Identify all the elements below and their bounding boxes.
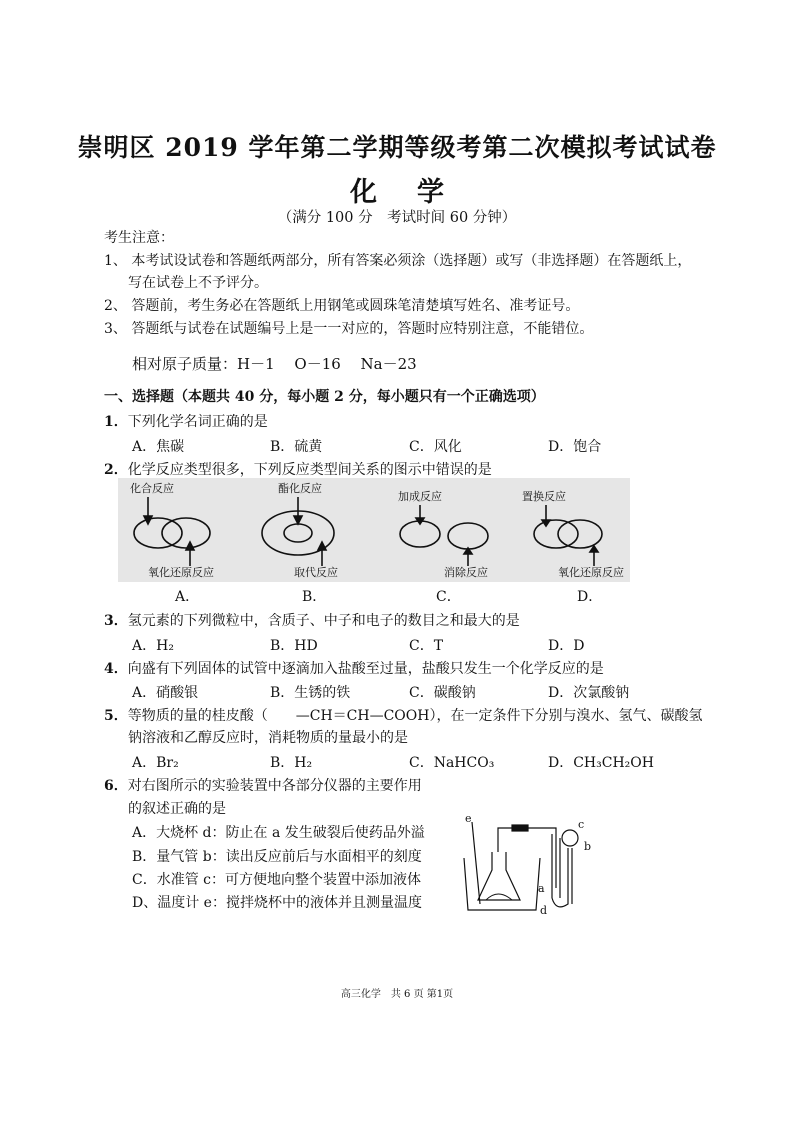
- q6-option-c: C．水准管 c：可方便地向整个装置中添加液体: [132, 872, 422, 888]
- arrow-icon: [416, 518, 424, 524]
- diagram-d: [522, 489, 624, 579]
- diagram-a-circle-right: [162, 518, 210, 548]
- label-d: d: [540, 904, 548, 917]
- q2-option-a: A．: [175, 589, 200, 605]
- diagram-b-top-label: 酯化反应: [278, 482, 322, 495]
- diagram-b-bottom-label: 取代反应: [294, 566, 338, 579]
- beaker-d: [464, 858, 540, 910]
- label-c: c: [578, 818, 585, 831]
- diagram-c-circle-right: [448, 523, 488, 549]
- apparatus-diagram: [458, 808, 598, 920]
- diagram-a-circle-left: [134, 518, 182, 548]
- exam-title: 崇明区 2019 学年第二学期等级考第二次模拟考试试卷: [77, 133, 717, 162]
- q5-option-c: C．NaHCO₃: [409, 755, 495, 771]
- diagram-b-circle-inner: [284, 524, 312, 542]
- q4-option-d: D．次氯酸钠: [548, 685, 630, 701]
- q6-option-d: D、温度计 e：搅拌烧杯中的液体并且测量温度: [132, 895, 422, 911]
- q3-option-d: D．D: [548, 638, 585, 654]
- label-e: e: [465, 812, 472, 825]
- q1-option-b: B．硫黄: [270, 439, 323, 455]
- question-number: 6．: [104, 778, 128, 794]
- q1-option-c: C．风化: [409, 439, 462, 455]
- arrow-icon: [318, 542, 326, 550]
- label-a: a: [538, 882, 545, 895]
- question-6: [104, 775, 422, 795]
- reaction-type-diagrams: [118, 478, 630, 582]
- arrow-icon: [186, 542, 194, 550]
- q4-option-b: B．生锈的铁: [270, 685, 351, 701]
- notice-item-1-cont: 写在试卷上不予评分。: [128, 275, 268, 291]
- diagram-d-circle-right: [558, 520, 602, 548]
- diagram-a-top-label: 化合反应: [130, 482, 174, 495]
- question-3: [104, 610, 520, 630]
- diagram-a: [130, 481, 214, 579]
- question-text: 氢元素的下列微粒中，含质子、中子和电子的数目之和最大的是: [127, 613, 520, 629]
- question-number: 4．: [104, 661, 128, 677]
- thermometer-e: [472, 822, 480, 904]
- question-number: 2．: [104, 462, 128, 478]
- question-text: 对右图所示的实验装置中各部分仪器的主要作用: [127, 778, 422, 794]
- diagram-c: [398, 489, 488, 579]
- leveling-bulb-c: [562, 830, 578, 846]
- q6-option-b: B．量气管 b：读出反应前后与水面相平的刻度: [132, 849, 422, 865]
- question-text: 化学反应类型很多，下列反应类型间关系的图示中错误的是: [127, 462, 492, 478]
- q4-option-c: C．碳酸钠: [409, 685, 476, 701]
- question-6-cont: 的叙述正确的是: [128, 801, 226, 817]
- arrow-icon: [542, 520, 550, 526]
- notice-item-2: 2、 答题前，考生务必在答题纸上用钢笔或圆珠笔清楚填写姓名、准考证号。: [104, 298, 580, 314]
- q6-option-a: A．大烧杯 d：防止在 a 发生破裂后使药品外溢: [132, 825, 425, 841]
- subject-title: 化学: [350, 177, 484, 208]
- exam-meta: （满分 100 分 考试时间 60 分钟）: [277, 210, 517, 226]
- q2-option-d: D．: [577, 589, 603, 605]
- question-4: [104, 658, 604, 678]
- q5-option-d: D．CH₃CH₂OH: [548, 755, 654, 771]
- question-number: 3．: [104, 613, 128, 629]
- question-5: [104, 705, 702, 725]
- rubber-joint: [512, 825, 528, 831]
- diagram-d-bottom-label: 氧化还原反应: [558, 566, 624, 579]
- notice-item-1: 1、 本考试设试卷和答题纸两部分，所有答案必须涂（选择题）或写（非选择题）在答题纸上，: [104, 253, 692, 269]
- arrow-icon: [144, 516, 152, 524]
- question-2: [104, 459, 492, 479]
- section-heading: 一、选择题（本题共 40 分，每小题 2 分，每小题只有一个正确选项）: [104, 389, 545, 405]
- question-number: 5．: [104, 708, 128, 724]
- q5-option-a: A．Br₂: [132, 755, 179, 771]
- question-text: 下列化学名词正确的是: [127, 414, 268, 430]
- q2-option-c: C．: [436, 589, 461, 605]
- q2-option-b: B．: [302, 589, 327, 605]
- q3-option-c: C．T: [409, 638, 444, 654]
- diagram-c-bottom-label: 消除反应: [444, 566, 488, 579]
- page-footer: 高三化学 共 6 页 第1页: [340, 989, 454, 1000]
- diagram-d-top-label: 置换反应: [522, 490, 566, 503]
- diagram-b: [262, 481, 338, 579]
- q1-option-d: D．饱合: [548, 439, 602, 455]
- diagram-c-top-label: 加成反应: [398, 490, 442, 503]
- q3-option-a: A．H₂: [132, 638, 174, 654]
- atomic-mass: 相对原子质量：H－1 O－16 Na－23: [132, 355, 417, 373]
- q5-option-b: B．H₂: [270, 755, 313, 771]
- notice-heading: 考生注意：: [104, 230, 174, 246]
- diagram-a-bottom-label: 氧化还原反应: [148, 566, 214, 579]
- notice-item-3: 3、 答题纸与试卷在试题编号上是一一对应的，答题时应特别注意，不能错位。: [104, 321, 594, 337]
- arrow-icon: [294, 516, 302, 524]
- label-b: b: [584, 840, 592, 853]
- question-5-cont: 钠溶液和乙醇反应时，消耗物质的量最小的是: [128, 730, 408, 746]
- question-text: 向盛有下列固体的试管中逐滴加入盐酸至过量，盐酸只发生一个化学反应的是: [127, 661, 604, 677]
- question-1: [104, 411, 268, 431]
- question-number: 1．: [104, 414, 128, 430]
- diagram-d-circle-left: [534, 520, 578, 548]
- q4-option-a: A．硝酸银: [132, 685, 199, 701]
- q1-option-a: A．焦碳: [132, 439, 185, 455]
- question-text: 等物质的量的桂皮酸（ —CH＝CH—COOH），在一定条件下分别与溴水、氢气、碳酸氢: [127, 708, 703, 724]
- flask-a: [478, 852, 520, 900]
- q3-option-b: B．HD: [270, 638, 318, 654]
